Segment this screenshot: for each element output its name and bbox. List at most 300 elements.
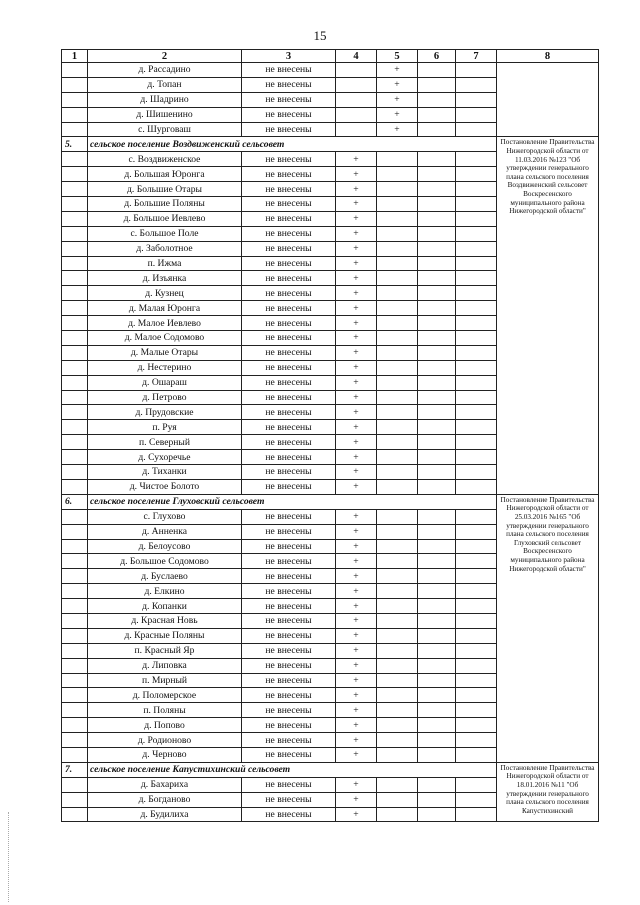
changes-status: не внесены [242, 316, 336, 331]
changes-status: не внесены [242, 331, 336, 346]
column-4-mark: + [336, 182, 377, 197]
column-4-mark: + [336, 733, 377, 748]
column-6-cell [418, 509, 456, 524]
changes-status: не внесены [242, 241, 336, 256]
row-number-cell [62, 554, 88, 569]
row-number-cell [62, 390, 88, 405]
changes-status: не внесены [242, 450, 336, 465]
column-6-cell [418, 628, 456, 643]
row-number-cell [62, 599, 88, 614]
row-number-cell [62, 420, 88, 435]
column-6-cell [418, 331, 456, 346]
column-6-cell [418, 107, 456, 122]
column-7-cell [456, 152, 497, 167]
table-row [62, 63, 599, 78]
column-4-mark: + [336, 360, 377, 375]
changes-status: не внесены [242, 92, 336, 107]
column-7-cell [456, 331, 497, 346]
section-title: сельское поселение Воздвиженский сельсовет [88, 137, 497, 152]
page-number: 15 [313, 28, 327, 43]
column-7-cell [456, 733, 497, 748]
settlement-name: д. Малое Иевлево [88, 316, 242, 331]
changes-status: не внесены [242, 77, 336, 92]
column-5-mark [377, 539, 418, 554]
row-number-cell [62, 182, 88, 197]
settlement-name: д. Малая Юронга [88, 301, 242, 316]
column-7-cell [456, 569, 497, 584]
column-4-mark [336, 63, 377, 78]
row-number-cell [62, 450, 88, 465]
column-5-mark [377, 777, 418, 792]
row-number-cell [62, 807, 88, 822]
changes-status: не внесены [242, 345, 336, 360]
column-7-cell [456, 435, 497, 450]
column-6-cell [418, 673, 456, 688]
column-7-cell [456, 226, 497, 241]
column-7-cell [456, 405, 497, 420]
column-header-1: 1 [62, 50, 88, 63]
column-4-mark: + [336, 345, 377, 360]
settlement-name: д. Белоусово [88, 539, 242, 554]
column-4-mark: + [336, 167, 377, 182]
column-7-cell [456, 122, 497, 137]
column-7-cell [456, 479, 497, 494]
column-6-cell [418, 688, 456, 703]
column-4-mark: + [336, 197, 377, 212]
column-7-cell [456, 673, 497, 688]
column-5-mark [377, 286, 418, 301]
settlement-name: д. Анненка [88, 524, 242, 539]
column-6-cell [418, 63, 456, 78]
column-5-mark [377, 167, 418, 182]
settlement-name: п. Руя [88, 420, 242, 435]
settlement-name: д. Петрово [88, 390, 242, 405]
settlement-name: д. Большая Юронга [88, 167, 242, 182]
settlement-name: с. Шурговаш [88, 122, 242, 137]
section-row [62, 137, 599, 152]
changes-status: не внесены [242, 658, 336, 673]
column-7-cell [456, 77, 497, 92]
column-7-cell [456, 554, 497, 569]
column-7-cell [456, 167, 497, 182]
settlement-name: д. Поломерское [88, 688, 242, 703]
column-5-mark [377, 807, 418, 822]
column-5-mark [377, 345, 418, 360]
column-4-mark: + [336, 658, 377, 673]
column-7-cell [456, 599, 497, 614]
column-header-2: 2 [88, 50, 242, 63]
column-4-mark: + [336, 465, 377, 480]
settlement-name: д. Большие Поляны [88, 197, 242, 212]
settlement-name: д. Богданово [88, 792, 242, 807]
row-number-cell [62, 435, 88, 450]
column-6-cell [418, 182, 456, 197]
section-number: 5. [62, 137, 88, 152]
column-5-mark [377, 569, 418, 584]
row-number-cell [62, 613, 88, 628]
row-number-cell [62, 465, 88, 480]
changes-status: не внесены [242, 211, 336, 226]
row-number-cell [62, 643, 88, 658]
changes-status: не внесены [242, 182, 336, 197]
settlement-name: д. Малые Отары [88, 345, 242, 360]
changes-status: не внесены [242, 360, 336, 375]
changes-status: не внесены [242, 122, 336, 137]
row-number-cell [62, 92, 88, 107]
column-5-mark [377, 360, 418, 375]
column-4-mark [336, 107, 377, 122]
column-5-mark [377, 703, 418, 718]
settlement-name: д. Заболотное [88, 241, 242, 256]
changes-status: не внесены [242, 613, 336, 628]
row-number-cell [62, 628, 88, 643]
settlement-name: с. Воздвиженское [88, 152, 242, 167]
changes-status: не внесены [242, 569, 336, 584]
column-5-mark: + [377, 77, 418, 92]
changes-status: не внесены [242, 777, 336, 792]
settlement-name: д. Сухоречье [88, 450, 242, 465]
column-4-mark: + [336, 479, 377, 494]
column-6-cell [418, 152, 456, 167]
column-4-mark: + [336, 405, 377, 420]
column-6-cell [418, 524, 456, 539]
changes-status: не внесены [242, 807, 336, 822]
row-number-cell [62, 524, 88, 539]
column-7-cell [456, 688, 497, 703]
column-4-mark: + [336, 316, 377, 331]
row-number-cell [62, 331, 88, 346]
column-4-mark: + [336, 613, 377, 628]
changes-status: не внесены [242, 524, 336, 539]
column-4-mark: + [336, 703, 377, 718]
column-7-cell [456, 524, 497, 539]
column-4-mark: + [336, 718, 377, 733]
changes-status: не внесены [242, 673, 336, 688]
row-number-cell [62, 733, 88, 748]
column-7-cell [456, 747, 497, 762]
changes-status: не внесены [242, 167, 336, 182]
column-7-cell [456, 390, 497, 405]
column-header-7: 7 [456, 50, 497, 63]
section-title: сельское поселение Капустихинский сельсовет [88, 762, 497, 777]
column-7-cell [456, 197, 497, 212]
column-header-6: 6 [418, 50, 456, 63]
column-5-mark [377, 375, 418, 390]
row-number-cell [62, 211, 88, 226]
column-7-cell [456, 539, 497, 554]
column-7-cell [456, 360, 497, 375]
column-header-4: 4 [336, 50, 377, 63]
table-header-row [62, 50, 599, 63]
row-number-cell [62, 747, 88, 762]
column-6-cell [418, 747, 456, 762]
row-number-cell [62, 479, 88, 494]
changes-status: не внесены [242, 197, 336, 212]
changes-status: не внесены [242, 718, 336, 733]
column-6-cell [418, 390, 456, 405]
column-5-mark [377, 435, 418, 450]
column-5-mark [377, 256, 418, 271]
settlement-name: д. Красные Поляны [88, 628, 242, 643]
column-6-cell [418, 360, 456, 375]
changes-status: не внесены [242, 703, 336, 718]
column-4-mark: + [336, 256, 377, 271]
row-number-cell [62, 569, 88, 584]
row-number-cell [62, 226, 88, 241]
column-4-mark: + [336, 241, 377, 256]
column-4-mark: + [336, 688, 377, 703]
column-5-mark [377, 450, 418, 465]
settlement-name: д. Будилиха [88, 807, 242, 822]
column-4-mark: + [336, 509, 377, 524]
column-5-mark [377, 405, 418, 420]
approval-document: Постановление Правительства Нижегородской области от 11.03.2016 №123 "Об утверждении генерального плана сельского поселения Воздвиженский сельсовет Воскресенского муниципального района Нижегородской области" [497, 137, 599, 494]
changes-status: не внесены [242, 226, 336, 241]
column-4-mark [336, 92, 377, 107]
column-6-cell [418, 569, 456, 584]
changes-status: не внесены [242, 599, 336, 614]
column-4-mark: + [336, 628, 377, 643]
column-7-cell [456, 316, 497, 331]
row-number-cell [62, 63, 88, 78]
row-number-cell [62, 375, 88, 390]
settlement-name: д. Прудовские [88, 405, 242, 420]
settlement-name: п. Красный Яр [88, 643, 242, 658]
column-4-mark: + [336, 673, 377, 688]
column-7-cell [456, 182, 497, 197]
settlement-name: д. Малое Содомово [88, 331, 242, 346]
column-5-mark [377, 599, 418, 614]
changes-status: не внесены [242, 792, 336, 807]
changes-status: не внесены [242, 554, 336, 569]
column-7-cell [456, 375, 497, 390]
column-header-3: 3 [242, 50, 336, 63]
column-7-cell [456, 241, 497, 256]
row-number-cell [62, 539, 88, 554]
column-5-mark [377, 613, 418, 628]
column-4-mark: + [336, 777, 377, 792]
column-6-cell [418, 420, 456, 435]
column-4-mark: + [336, 450, 377, 465]
column-6-cell [418, 792, 456, 807]
changes-status: не внесены [242, 375, 336, 390]
column-4-mark: + [336, 286, 377, 301]
column-5-mark [377, 747, 418, 762]
changes-status: не внесены [242, 539, 336, 554]
column-4-mark: + [336, 226, 377, 241]
column-5-mark [377, 628, 418, 643]
column-6-cell [418, 643, 456, 658]
column-4-mark: + [336, 524, 377, 539]
changes-status: не внесены [242, 465, 336, 480]
changes-status: не внесены [242, 584, 336, 599]
column-5-mark [377, 673, 418, 688]
column-6-cell [418, 211, 456, 226]
column-header-5: 5 [377, 50, 418, 63]
section-row [62, 494, 599, 509]
column-6-cell [418, 777, 456, 792]
column-4-mark: + [336, 554, 377, 569]
changes-status: не внесены [242, 420, 336, 435]
row-number-cell [62, 271, 88, 286]
settlement-name: д. Красная Новь [88, 613, 242, 628]
changes-status: не внесены [242, 405, 336, 420]
section-number: 6. [62, 494, 88, 509]
settlement-name: д. Шадрино [88, 92, 242, 107]
column-5-mark [377, 152, 418, 167]
row-number-cell [62, 405, 88, 420]
column-4-mark: + [336, 569, 377, 584]
column-6-cell [418, 599, 456, 614]
column-5-mark [377, 226, 418, 241]
column-7-cell [456, 509, 497, 524]
settlement-name: д. Топан [88, 77, 242, 92]
column-5-mark [377, 465, 418, 480]
changes-status: не внесены [242, 256, 336, 271]
column-header-8: 8 [497, 50, 599, 63]
column-5-mark [377, 584, 418, 599]
column-7-cell [456, 271, 497, 286]
changes-status: не внесены [242, 688, 336, 703]
column-6-cell [418, 658, 456, 673]
column-5-mark [377, 241, 418, 256]
row-number-cell [62, 241, 88, 256]
settlement-name: с. Глухово [88, 509, 242, 524]
column-6-cell [418, 539, 456, 554]
settlement-name: д. Бахариха [88, 777, 242, 792]
settlement-name: д. Изъянка [88, 271, 242, 286]
column-5-mark: + [377, 107, 418, 122]
column-5-mark [377, 182, 418, 197]
column-4-mark: + [336, 331, 377, 346]
changes-status: не внесены [242, 509, 336, 524]
column-7-cell [456, 450, 497, 465]
column-5-mark [377, 271, 418, 286]
section-number: 7. [62, 762, 88, 777]
column-4-mark: + [336, 271, 377, 286]
settlement-name: д. Попово [88, 718, 242, 733]
column-6-cell [418, 271, 456, 286]
changes-status: не внесены [242, 747, 336, 762]
column-5-mark [377, 211, 418, 226]
column-6-cell [418, 345, 456, 360]
column-5-mark [377, 718, 418, 733]
column-4-mark: + [336, 390, 377, 405]
row-number-cell [62, 77, 88, 92]
changes-status: не внесены [242, 390, 336, 405]
column-6-cell [418, 479, 456, 494]
row-number-cell [62, 360, 88, 375]
row-number-cell [62, 658, 88, 673]
column-5-mark [377, 420, 418, 435]
approval-document: Постановление Правительства Нижегородской области от 18.01.2016 №11 "Об утверждении генерального плана сельского поселения Капустихинский [497, 762, 599, 822]
row-number-cell [62, 345, 88, 360]
settlement-name: д. Тиханки [88, 465, 242, 480]
settlement-name: д. Копанки [88, 599, 242, 614]
column-4-mark: + [336, 599, 377, 614]
settlement-name: д. Кузнец [88, 286, 242, 301]
settlement-name: п. Ижма [88, 256, 242, 271]
column-4-mark: + [336, 584, 377, 599]
column-6-cell [418, 226, 456, 241]
column-5-mark [377, 643, 418, 658]
column-5-mark [377, 316, 418, 331]
column-6-cell [418, 256, 456, 271]
row-number-cell [62, 718, 88, 733]
column-7-cell [456, 777, 497, 792]
column-4-mark [336, 122, 377, 137]
column-4-mark: + [336, 375, 377, 390]
column-6-cell [418, 703, 456, 718]
column-5-mark: + [377, 122, 418, 137]
column-6-cell [418, 718, 456, 733]
row-number-cell [62, 286, 88, 301]
row-number-cell [62, 152, 88, 167]
column-6-cell [418, 77, 456, 92]
column-7-cell [456, 465, 497, 480]
row-number-cell [62, 703, 88, 718]
column-6-cell [418, 167, 456, 182]
settlement-name: д. Рассадино [88, 63, 242, 78]
column-6-cell [418, 450, 456, 465]
row-number-cell [62, 122, 88, 137]
column-5-mark [377, 301, 418, 316]
column-6-cell [418, 375, 456, 390]
settlement-name: д. Чистое Болото [88, 479, 242, 494]
settlements-table [61, 49, 599, 822]
column-6-cell [418, 435, 456, 450]
column-4-mark: + [336, 807, 377, 822]
column-5-mark [377, 524, 418, 539]
column-4-mark: + [336, 792, 377, 807]
settlement-name: д. Шишенино [88, 107, 242, 122]
column-6-cell [418, 465, 456, 480]
column-7-cell [456, 256, 497, 271]
settlement-name: п. Поляны [88, 703, 242, 718]
scan-margin-mark [8, 812, 10, 902]
column-7-cell [456, 628, 497, 643]
column-4-mark: + [336, 211, 377, 226]
column-4-mark: + [336, 643, 377, 658]
column-6-cell [418, 613, 456, 628]
column-7-cell [456, 107, 497, 122]
changes-status: не внесены [242, 435, 336, 450]
column-7-cell [456, 420, 497, 435]
changes-status: не внесены [242, 733, 336, 748]
column-4-mark: + [336, 420, 377, 435]
row-number-cell [62, 584, 88, 599]
column-5-mark [377, 733, 418, 748]
column-7-cell [456, 211, 497, 226]
column-6-cell [418, 807, 456, 822]
changes-status: не внесены [242, 152, 336, 167]
column-6-cell [418, 316, 456, 331]
settlement-name: д. Буслаево [88, 569, 242, 584]
row-number-cell [62, 167, 88, 182]
settlement-name: д. Елкино [88, 584, 242, 599]
column-4-mark: + [336, 301, 377, 316]
row-number-cell [62, 777, 88, 792]
settlement-name: д. Нестерино [88, 360, 242, 375]
column-7-cell [456, 286, 497, 301]
row-number-cell [62, 256, 88, 271]
changes-status: не внесены [242, 479, 336, 494]
column-5-mark [377, 509, 418, 524]
column-7-cell [456, 807, 497, 822]
column-7-cell [456, 613, 497, 628]
document-cell [497, 63, 599, 137]
column-7-cell [456, 301, 497, 316]
